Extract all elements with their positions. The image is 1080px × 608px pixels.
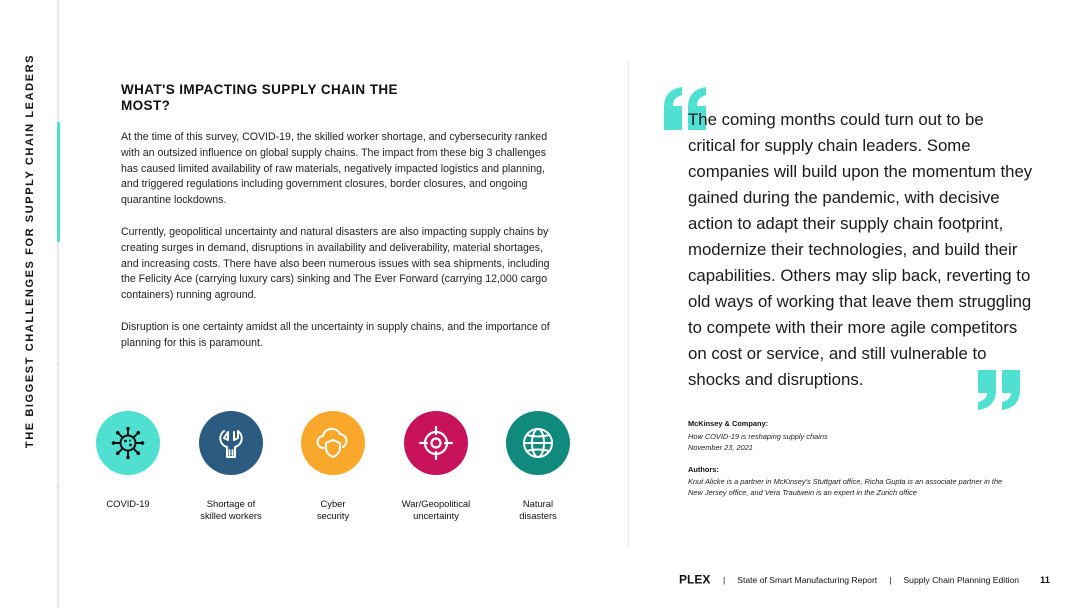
challenge-circle [199, 411, 263, 475]
challenge-item-covid [68, 411, 188, 510]
sidebar-section-title: THE BIGGEST CHALLENGES FOR SUPPLY CHAIN LEADERS [24, 53, 36, 449]
authors-label: Authors: [688, 465, 719, 474]
challenge-label: Cyber security [316, 498, 350, 521]
globe-icon [520, 425, 556, 461]
plex-logo [679, 573, 717, 585]
body-paragraph: Currently, geopolitical uncertainty and natural disasters are also impacting supply chains by creating surges in demand, disruptions in availability and deliverability, material shortages, and increasing costs. There have also been numerous issues with sea shipments, including the Felicity Ace (carrying luxury cars) sinking and The Ever Forward (carrying 12,000 cargo containers) running aground. [121, 226, 550, 302]
svg-text:PLEX: PLEX [679, 573, 711, 585]
challenge-item-cyber-security [273, 411, 393, 522]
footer-edition: Supply Chain Planning Edition [903, 575, 1020, 585]
wrench-icon [214, 426, 248, 460]
footer-report-title: State of Smart Manufacturing Report [737, 575, 878, 585]
body-paragraph: At the time of this survey, COVID-19, the skilled worker shortage, and cybersecurity ranked with an outsized influence on global supply chains. The impact from these big 3 challenges has caused limited availability of raw materials, negatively impacted logistics and planning, and triggered regulations including government closures, border closures, and ongoing quarantine lockdowns. [121, 131, 548, 207]
body-paragraph: Disruption is one certainty amidst all the uncertainty in supply chains, and the importance of planning for this is paramount. [121, 321, 550, 349]
sidebar-tick [57, 486, 60, 487]
challenge-item-natural-disasters [478, 411, 598, 522]
challenge-circle [301, 411, 365, 475]
pull-quote: The coming months could turn out to be critical for supply chain leaders. Some companies will build upon the momentum they gained during the pandemic, with decisive action to adapt their supply chain footprint, modernize their technologies, and build their capabilities. Others may slip back, reverting to old ways of working that leave them struggling to compete with their more agile competitors on cost or service, and still vulnerable to shocks and disruptions. [688, 110, 1033, 389]
sidebar-accent-bar [57, 122, 60, 242]
sidebar-rule [57, 0, 59, 608]
source-date: November 23, 2021 [688, 443, 753, 452]
section-heading: WHAT'S IMPACTING SUPPLY CHAIN THE MOST? [121, 82, 398, 113]
close-quote-icon [974, 370, 1022, 410]
footer-caption [723, 575, 1019, 585]
footer-separator: | [723, 575, 726, 585]
page-number: 11 [1040, 574, 1050, 585]
challenge-circle [96, 411, 160, 475]
column-divider [628, 60, 629, 548]
footer-separator: | [889, 575, 892, 585]
crosshair-icon [418, 425, 454, 461]
challenge-label: COVID-19 [106, 498, 150, 509]
challenge-label: Shortage of skilled workers [200, 498, 262, 521]
challenge-label: Natural disasters [519, 498, 557, 521]
challenge-circle [506, 411, 570, 475]
source-title: How COVID-19 is reshaping supply chains [688, 432, 828, 441]
virus-icon [111, 426, 145, 460]
sidebar-tick [57, 364, 60, 365]
source-org: McKinsey & Company: [688, 419, 769, 428]
challenge-label: War/Geopolitical uncertainty [401, 498, 471, 521]
challenge-circle [404, 411, 468, 475]
authors-text: Knut Alicke is a partner in McKinsey's Stuttgart office, Richa Gupta is an associate partner in the New Jersey office, and Vera Trautwein is an expert in the Zurich office [688, 477, 1003, 497]
cloud-shield-icon [315, 426, 351, 460]
